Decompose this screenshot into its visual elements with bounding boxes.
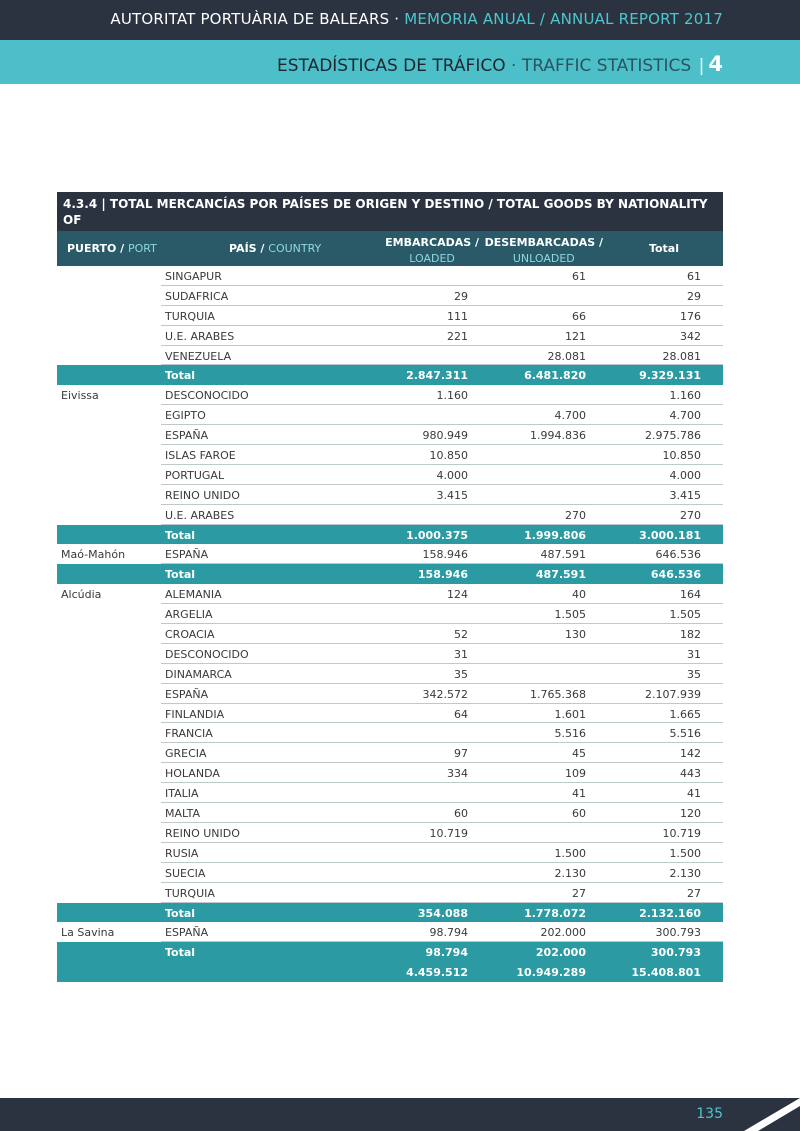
table-row (57, 922, 723, 942)
column-header-loaded: EMBARCADAS / LOADED (385, 236, 479, 265)
table-row (57, 505, 723, 525)
table-row (57, 425, 723, 445)
cell-total: 342 (680, 329, 701, 343)
cell-total: 4.700 (669, 409, 701, 423)
table-row (57, 763, 723, 783)
cell-port: Maó-Mahón (61, 548, 126, 562)
cell-country: REINO UNIDO (165, 488, 240, 502)
table-row (57, 266, 723, 286)
cell-country: U.E. ARABES (165, 329, 235, 343)
cell-country: TURQUIA (165, 886, 215, 900)
cell-total: 120 (680, 807, 701, 821)
cell-loaded: 1.000.375 (406, 528, 468, 542)
org-name: AUTORITAT PORTUÀRIA DE BALEARS (110, 10, 390, 28)
cell-loaded: 98.794 (429, 926, 468, 940)
cell-country: ESPAÑA (165, 926, 209, 940)
cell-unloaded: 60 (572, 807, 586, 821)
cell-country: SINGAPUR (165, 270, 222, 283)
cell-unloaded: 202.000 (535, 946, 586, 960)
cell-total: 35 (687, 667, 701, 681)
memoria-label: MEMORIA ANUAL (404, 10, 535, 28)
cell-total: 10.719 (662, 826, 701, 840)
cell-total: 1.500 (669, 846, 701, 860)
cell-unloaded: 4.700 (554, 409, 586, 423)
table-row (57, 445, 723, 465)
cell-unloaded: 202.000 (540, 926, 586, 940)
cell-unloaded: 487.591 (540, 548, 586, 562)
report-title (110, 10, 723, 28)
table-row (57, 326, 723, 346)
table-row (57, 684, 723, 704)
table-row (57, 584, 723, 604)
cell-loaded: 10.850 (429, 449, 468, 463)
cell-unloaded: 1.778.072 (524, 906, 586, 920)
subtotal-row (57, 365, 723, 385)
chapter-separator: | (698, 56, 705, 76)
cell-country: Total (165, 906, 196, 920)
cell-country: MALTA (165, 807, 201, 821)
cell-total: 28.081 (662, 349, 701, 363)
table-row (57, 783, 723, 803)
cell-loaded: 31 (454, 647, 468, 661)
cell-unloaded: 109 (565, 767, 586, 781)
cell-loaded: 221 (447, 329, 468, 343)
cell-unloaded: 61 (572, 270, 586, 283)
cell-loaded: 3.415 (436, 488, 468, 502)
section-title (277, 52, 723, 76)
table-row (57, 704, 723, 724)
cell-country: Total (165, 369, 196, 383)
cell-country: GRECIA (165, 747, 207, 761)
cell-unloaded: 41 (572, 787, 586, 801)
cell-country: ESPAÑA (165, 687, 209, 701)
table-row (57, 465, 723, 485)
table-row (57, 863, 723, 883)
cell-total: 646.536 (655, 548, 701, 562)
cell-total: 2.107.939 (645, 687, 701, 701)
cell-loaded: 97 (454, 747, 468, 761)
page-number: 135 (696, 1106, 723, 1122)
cell-loaded: 60 (454, 807, 468, 821)
cell-loaded: 1.160 (436, 389, 468, 403)
cell-total: 31 (687, 647, 701, 661)
table-row (57, 624, 723, 644)
cell-total: 27 (687, 886, 701, 900)
cell-loaded: 64 (454, 707, 468, 721)
cell-unloaded: 121 (565, 329, 586, 343)
cell-country: RUSIA (165, 846, 199, 860)
cell-unloaded: 270 (565, 508, 586, 522)
footer-bar (0, 1098, 800, 1131)
cell-total: 1.665 (669, 707, 701, 721)
cell-country: ALEMANIA (165, 588, 222, 602)
cell-loaded: 29 (454, 289, 468, 303)
cell-country: SUDAFRICA (165, 289, 229, 303)
table-row (57, 743, 723, 763)
cell-loaded: 4.000 (436, 468, 468, 482)
cell-country: CROACIA (165, 628, 215, 642)
cell-total: 3.000.181 (639, 528, 701, 542)
cell-country: ESPAÑA (165, 429, 209, 443)
table-row (57, 883, 723, 903)
table-row (57, 286, 723, 306)
cell-total: 29 (687, 289, 701, 303)
cell-country: REINO UNIDO (165, 826, 240, 840)
subtotal-row (57, 564, 723, 584)
cell-total: 2.975.786 (645, 429, 701, 443)
cell-country: DINAMARCA (165, 667, 232, 681)
cell-total: 300.793 (650, 946, 701, 960)
goods-by-country-table (57, 192, 723, 982)
cell-total: 142 (680, 747, 701, 761)
table-row (57, 544, 723, 564)
cell-loaded: 342.572 (422, 687, 468, 701)
annual-report-label: ANNUAL REPORT 2017 (550, 10, 723, 28)
cell-unloaded: 1.601 (554, 707, 586, 721)
column-header-unloaded: DESEMBARCADAS / UNLOADED (484, 236, 603, 265)
cell-loaded: 354.088 (417, 906, 468, 920)
table-row (57, 405, 723, 425)
cell-total: 182 (680, 628, 701, 642)
cell-total: 15.408.801 (631, 966, 701, 980)
table-row (57, 723, 723, 743)
cell-total: 2.130 (669, 866, 701, 880)
cell-loaded: 980.949 (422, 429, 468, 443)
cell-loaded: 98.794 (425, 946, 468, 960)
table-title-line1: 4.3.4 | TOTAL MERCANCÍAS POR PAÍSES DE ORIGEN Y DESTINO / TOTAL GOODS BY NATIONALITY OF (63, 197, 708, 227)
chapter-number: 4 (708, 52, 723, 76)
cell-total: 176 (680, 309, 701, 323)
cell-country: DESCONOCIDO (165, 647, 249, 661)
column-header-port: PUERTO / PORT (67, 242, 157, 255)
table-row (57, 485, 723, 505)
cell-loaded: 111 (447, 309, 468, 323)
table-row (57, 803, 723, 823)
cell-country: ARGELIA (165, 608, 213, 622)
title-slash: / (534, 10, 551, 28)
cell-total: 3.415 (669, 488, 701, 502)
cell-unloaded: 1.505 (554, 608, 586, 622)
table-row (57, 664, 723, 684)
cell-unloaded: 1.500 (554, 846, 586, 860)
cell-country: Total (165, 528, 196, 542)
corner-stripe-icon (740, 1098, 800, 1131)
cell-loaded: 4.459.512 (406, 966, 468, 980)
cell-loaded: 334 (447, 767, 468, 781)
title-separator: · (389, 10, 405, 28)
cell-unloaded: 10.949.289 (516, 966, 586, 980)
cell-loaded: 10.719 (429, 826, 468, 840)
cell-loaded: 2.847.311 (406, 369, 468, 383)
cell-country: VENEZUELA (165, 349, 232, 363)
table-row (57, 823, 723, 843)
cell-unloaded: 130 (565, 628, 586, 642)
table-row (57, 306, 723, 326)
cell-country: Total (165, 946, 196, 960)
column-header-total: Total (648, 242, 679, 255)
cell-country: HOLANDA (165, 767, 220, 781)
cell-country: Total (165, 568, 196, 582)
table-row (57, 346, 723, 366)
cell-total: 270 (680, 508, 701, 522)
section-title-es: ESTADÍSTICAS DE TRÁFICO (276, 56, 506, 76)
section-title-en: TRAFFIC STATISTICS (521, 56, 692, 76)
cell-loaded: 52 (454, 628, 468, 642)
cell-loaded: 35 (454, 667, 468, 681)
table-title (57, 192, 723, 231)
cell-unloaded: 45 (572, 747, 586, 761)
cell-country: ITALIA (165, 787, 199, 801)
cell-total: 5.516 (669, 727, 701, 741)
cell-unloaded: 1.994.836 (530, 429, 586, 443)
subtotal-row (57, 903, 723, 923)
cell-unloaded: 6.481.820 (524, 369, 586, 383)
cell-loaded: 158.946 (417, 568, 468, 582)
cell-unloaded: 40 (572, 588, 586, 602)
cell-total: 41 (687, 787, 701, 801)
cell-country: ESPAÑA (165, 548, 209, 562)
cell-country: PORTUGAL (165, 468, 225, 482)
cell-unloaded: 1.765.368 (530, 687, 586, 701)
table-header (57, 231, 723, 266)
cell-country: U.E. ARABES (165, 508, 235, 522)
cell-total: 646.536 (650, 568, 701, 582)
cell-total: 443 (680, 767, 701, 781)
cell-total: 10.850 (662, 449, 701, 463)
table-row (57, 604, 723, 624)
cell-total: 2.132.160 (639, 906, 701, 920)
cell-country: FINLANDIA (165, 707, 225, 721)
cell-unloaded: 487.591 (535, 568, 586, 582)
cell-country: EGIPTO (165, 409, 206, 423)
cell-unloaded: 1.999.806 (524, 528, 586, 542)
table-body (57, 266, 723, 982)
subtotal-row (57, 942, 723, 962)
cell-total: 61 (687, 270, 701, 283)
cell-port: Eivissa (61, 389, 99, 403)
cell-total: 4.000 (669, 468, 701, 482)
cell-unloaded: 27 (572, 886, 586, 900)
cell-country: DESCONOCIDO (165, 389, 249, 403)
cell-unloaded: 2.130 (554, 866, 586, 880)
table-row (57, 644, 723, 664)
cell-total: 9.329.131 (639, 369, 701, 383)
cell-loaded: 124 (447, 588, 468, 602)
table-row (57, 385, 723, 405)
cell-unloaded: 28.081 (547, 349, 586, 363)
cell-unloaded: 5.516 (554, 727, 586, 741)
grand-total-row (57, 962, 723, 982)
table-row (57, 843, 723, 863)
cell-port: La Savina (61, 926, 115, 940)
cell-total: 1.160 (669, 389, 701, 403)
cell-total: 164 (680, 588, 701, 602)
cell-port: Alcúdia (61, 588, 102, 602)
section-separator: · (505, 56, 522, 76)
cell-total: 1.505 (669, 608, 701, 622)
cell-loaded: 158.946 (422, 548, 468, 562)
cell-country: SUECIA (165, 866, 206, 880)
cell-country: TURQUIA (165, 309, 215, 323)
cell-total: 300.793 (655, 926, 701, 940)
column-header-country: PAÍS / COUNTRY (229, 242, 322, 255)
cell-country: ISLAS FAROE (165, 449, 236, 463)
cell-country: FRANCIA (165, 727, 213, 741)
cell-unloaded: 66 (572, 309, 586, 323)
subtotal-row (57, 525, 723, 545)
